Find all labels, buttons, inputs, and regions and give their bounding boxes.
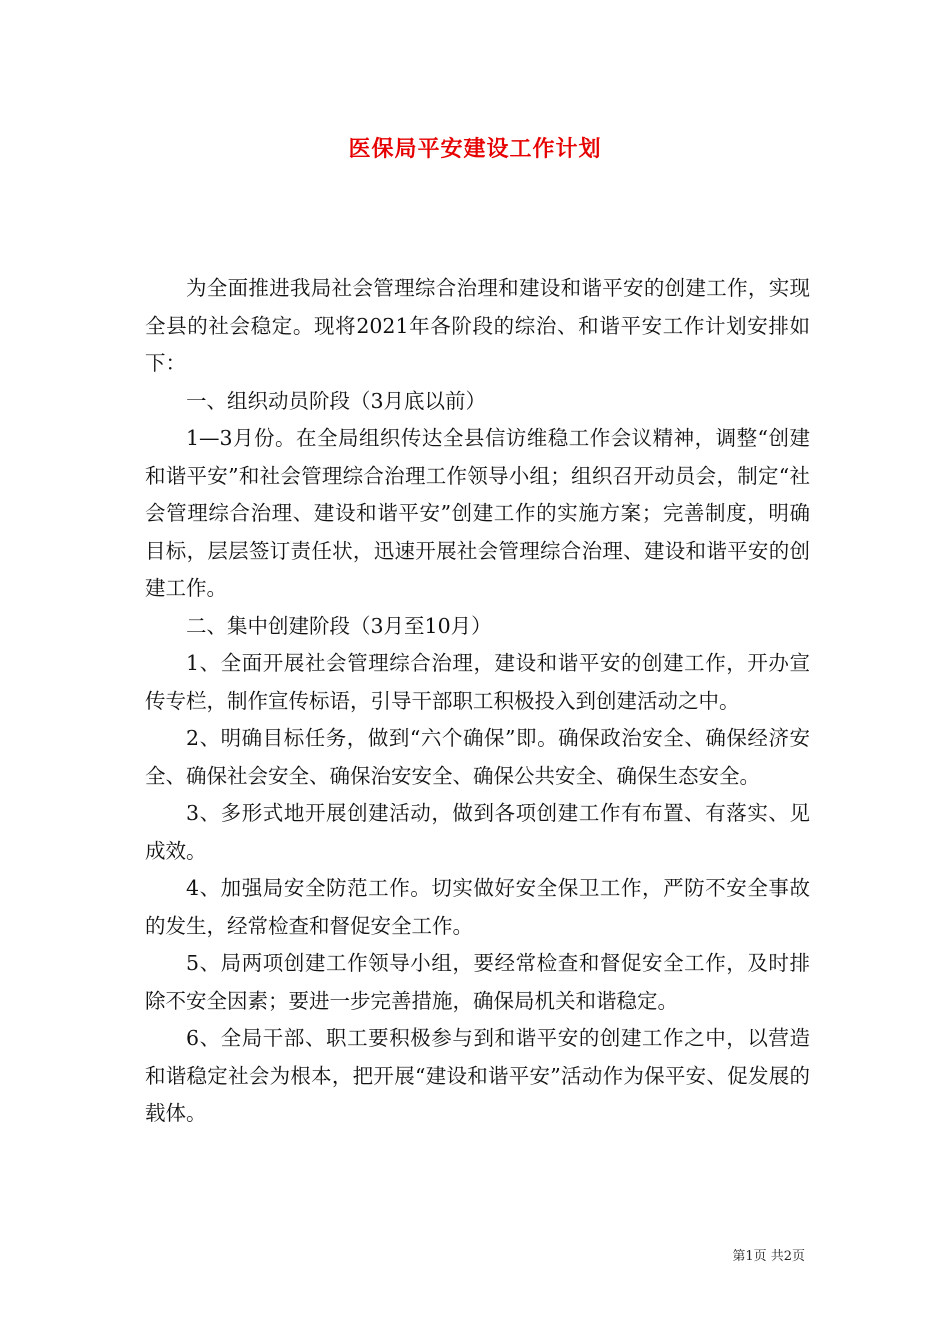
- list-item-2: 2、明确目标任务，做到“六个确保”即。确保政治安全、确保经济安全、确保社会安全、确保治安安全、确保公共安全、确保生态安全。: [145, 726, 810, 788]
- list-item-3: 3、多形式地开展创建活动，做到各项创建工作有布置、有落实、见成效。: [145, 801, 810, 863]
- paragraph-stage-1: 1—3月份。在全局组织传达全县信访维稳工作会议精神，调整“创建和谐平安”和社会管理综合治理工作领导小组；组织召开动员会，制定“社会管理综合治理、建设和谐平安”创建工作的实施方案；完善制度，明确目标，层层签订责任状，迅速开展社会管理综合治理、建设和谐平安的创建工作。: [145, 426, 810, 600]
- document-body: [145, 270, 810, 1133]
- list-item-5: 5、局两项创建工作领导小组，要经常检查和督促安全工作，及时排除不安全因素；要进一步完善措施，确保局机关和谐稳定。: [145, 951, 810, 1013]
- list-item-4: 4、加强局安全防范工作。切实做好安全保卫工作，严防不安全事故的发生，经常检查和督促安全工作。: [145, 876, 810, 938]
- list-item-1: 1、全面开展社会管理综合治理，建设和谐平安的创建工作，开办宣传专栏，制作宣传标语，引导干部职工积极投入到创建活动之中。: [145, 651, 810, 713]
- document-title: 医保局平安建设工作计划: [348, 136, 602, 162]
- paragraph-intro: 为全面推进我局社会管理综合治理和建设和谐平安的创建工作，实现全县的社会稳定。现将2021年各阶段的综治、和谐平安工作计划安排如下：: [145, 276, 810, 375]
- section-heading-2: 二、集中创建阶段（3月至10月）: [186, 613, 492, 638]
- list-item-6: 6、全局干部、职工要积极参与到和谐平安的创建工作之中，以营造和谐稳定社会为根本，把开展“建设和谐平安”活动作为保平安、促发展的载体。: [145, 1026, 810, 1125]
- section-heading-1: 一、组织动员阶段（3月底以前）: [186, 388, 487, 413]
- page-number: 第1页 共2页: [732, 1249, 805, 1264]
